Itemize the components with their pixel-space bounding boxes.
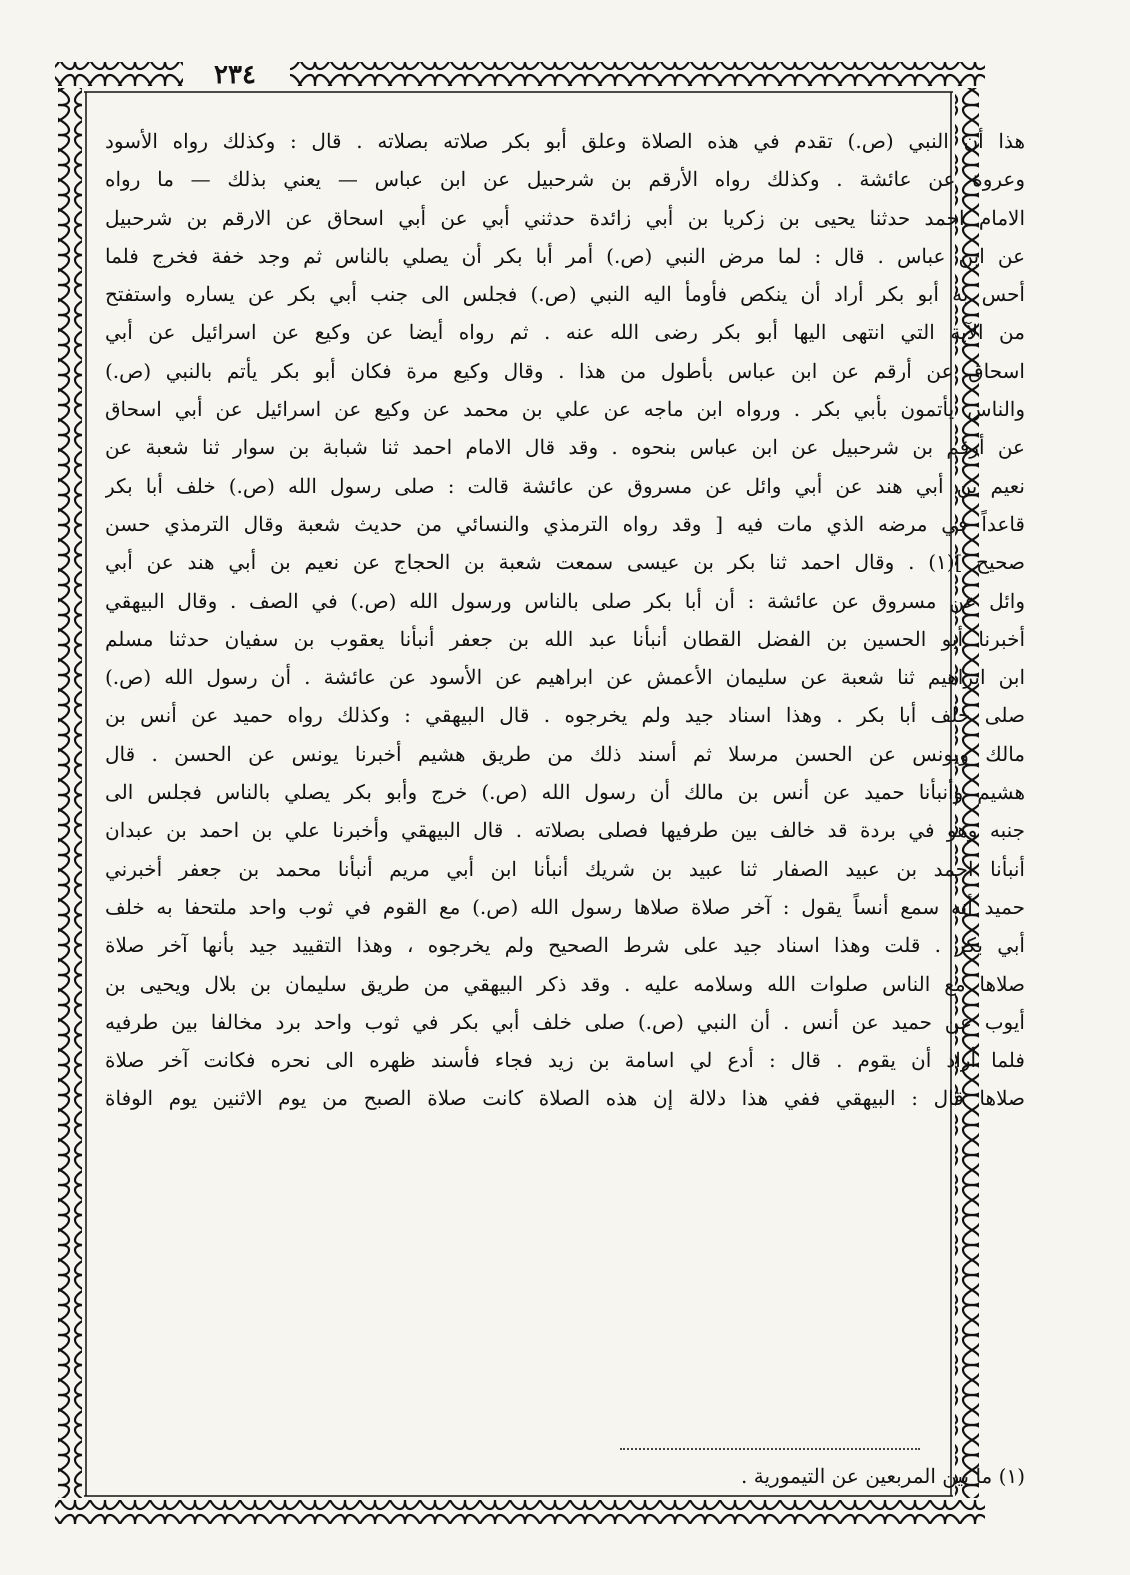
text-line: اسحاق عن أرقم عن ابن عباس بأطول من هذا . وقال وكيع مرة فكان أبو بكر يأتم بالنبي (ص.) (105, 358, 1025, 383)
text-line: هشيم وأنبأنا حميد عن أنس بن مالك أن رسول الله (ص.) خرج وأبو بكر يصلي بالناس فجلس الى (105, 780, 1025, 805)
page-number: ٢٣٤ (214, 60, 256, 90)
text-line: عن ابن عباس . قال : لما مرض النبي (ص.) أمر أبا بكر أن يصلي بالناس ثم وجد خفة فخرج فلما (105, 243, 1025, 268)
text-line: وعروة عن عائشة . وكذلك رواه الأرقم بن شرحبيل عن ابن عباس — يعني بذلك — ما رواه (105, 167, 1025, 192)
text-line: نعيم بن أبي هند عن أبي وائل عن مسروق عن عائشة قالت : صلى رسول الله (ص.) خلف أبا بكر (105, 473, 1025, 498)
text-line: والناس يأتمون بأبي بكر . ورواه ابن ماجه عن علي بن محمد عن وكيع عن اسرائيل عن أبي اسحاق (105, 397, 1025, 422)
text-line: من الآية التي انتهى اليها أبو بكر رضى الله عنه . ثم رواه أيضا عن وكيع عن اسرائيل عن أبي (105, 320, 1025, 345)
text-line: أنبأنا احمد بن عبيد الصفار ثنا عبيد بن شريك أنبأنا ابن أبي مريم أنبأنا محمد بن جعفر أخبرني (105, 856, 1025, 881)
text-line: وائل عن مسروق عن عائشة : أن أبا بكر صلى بالناس ورسول الله (ص.) في الصف . وقال البيهقي (105, 588, 1025, 613)
text-line: عن أرقم بن شرحبيل عن ابن عباس بنحوه . وقد قال الامام احمد ثنا شبابة بن سوار ثنا شعبة عن (105, 435, 1025, 460)
footnote-separator (620, 1448, 920, 1450)
text-line: أخبرنا أبو الحسين بن الفضل القطان أنبأنا عبد الله بن جعفر أنبأنا يعقوب بن سفيان حدثنا مسلم (105, 626, 1025, 651)
footnote: (١) ما بين المربعين عن التيمورية . (741, 1464, 1025, 1488)
text-line: حميد أنه سمع أنساً يقول : آخر صلاة صلاها رسول الله (ص.) مع القوم في ثوب واحد ملتحفا به خلف (105, 894, 1025, 919)
text-line: صلاها مع الناس صلوات الله وسلامه عليه . وقد ذكر البيهقي من طريق سليمان بن بلال ويحيى بن (105, 971, 1025, 996)
text-line: قاعداً في مرضه الذي مات فيه [ وقد رواه الترمذي والنسائي من حديث شعبة وقال الترمذي حسن (105, 511, 1025, 536)
body-text (105, 122, 1025, 1118)
text-line: صلى خلف أبا بكر . وهذا اسناد جيد ولم يخرجوه . قال البيهقي : وكذلك رواه حميد عن أنس بن (105, 703, 1025, 728)
text-line: مالك ويونس عن الحسن مرسلا ثم أسند ذلك من طريق هشيم أخبرنا يونس عن الحسن . قال (105, 741, 1025, 766)
text-line: صحيح ](١) . وقال احمد ثنا بكر بن عيسى سمعت شعبة بن الحجاج عن نعيم بن أبي هند عن أبي (105, 550, 1025, 575)
text-line: الامام احمد حدثنا يحيى بن زكريا بن أبي زائدة حدثني أبي عن أبي اسحاق عن الارقم بن شرحبيل (105, 205, 1025, 230)
text-line: أبي بكر . قلت وهذا اسناد جيد على شرط الصحيح ولم يخرجوه ، وهذا التقييد جيد بأنها آخر صلاة (105, 933, 1025, 958)
text-line: صلاها قال : البيهقي ففي هذا دلالة إن هذه الصلاة كانت صلاة الصبح من يوم الاثنين يوم الوفاة (105, 1086, 1025, 1111)
text-line: أيوب عن حميد عن أنس . أن النبي (ص.) صلى خلف أبي بكر في ثوب واحد برد مخالفا بين طرفيه (105, 1009, 1025, 1034)
text-line: جنبه وهو في بردة قد خالف بين طرفيها فصلى بصلاته . قال البيهقي وأخبرنا علي بن احمد بن عبدان (105, 818, 1025, 843)
text-line: ابن ابراهيم ثنا شعبة عن سليمان الأعمش عن ابراهيم عن الأسود عن عائشة . أن رسول الله (ص.) (105, 665, 1025, 690)
text-line: هذا أن النبي (ص.) تقدم في هذه الصلاة وعلق أبو بكر صلاته بصلاته . قال : وكذلك رواه الأسود (105, 129, 1025, 153)
text-line: أحس به أبو بكر أراد أن ينكص فأومأ اليه النبي (ص.) فجلس الى جنب أبي بكر عن يساره واستفتح (105, 282, 1025, 307)
text-line: فلما أراد أن يقوم . قال : أدع لي اسامة بن زيد فجاء فأسند ظهره الى نحره فكانت آخر صلاة (105, 1048, 1025, 1073)
